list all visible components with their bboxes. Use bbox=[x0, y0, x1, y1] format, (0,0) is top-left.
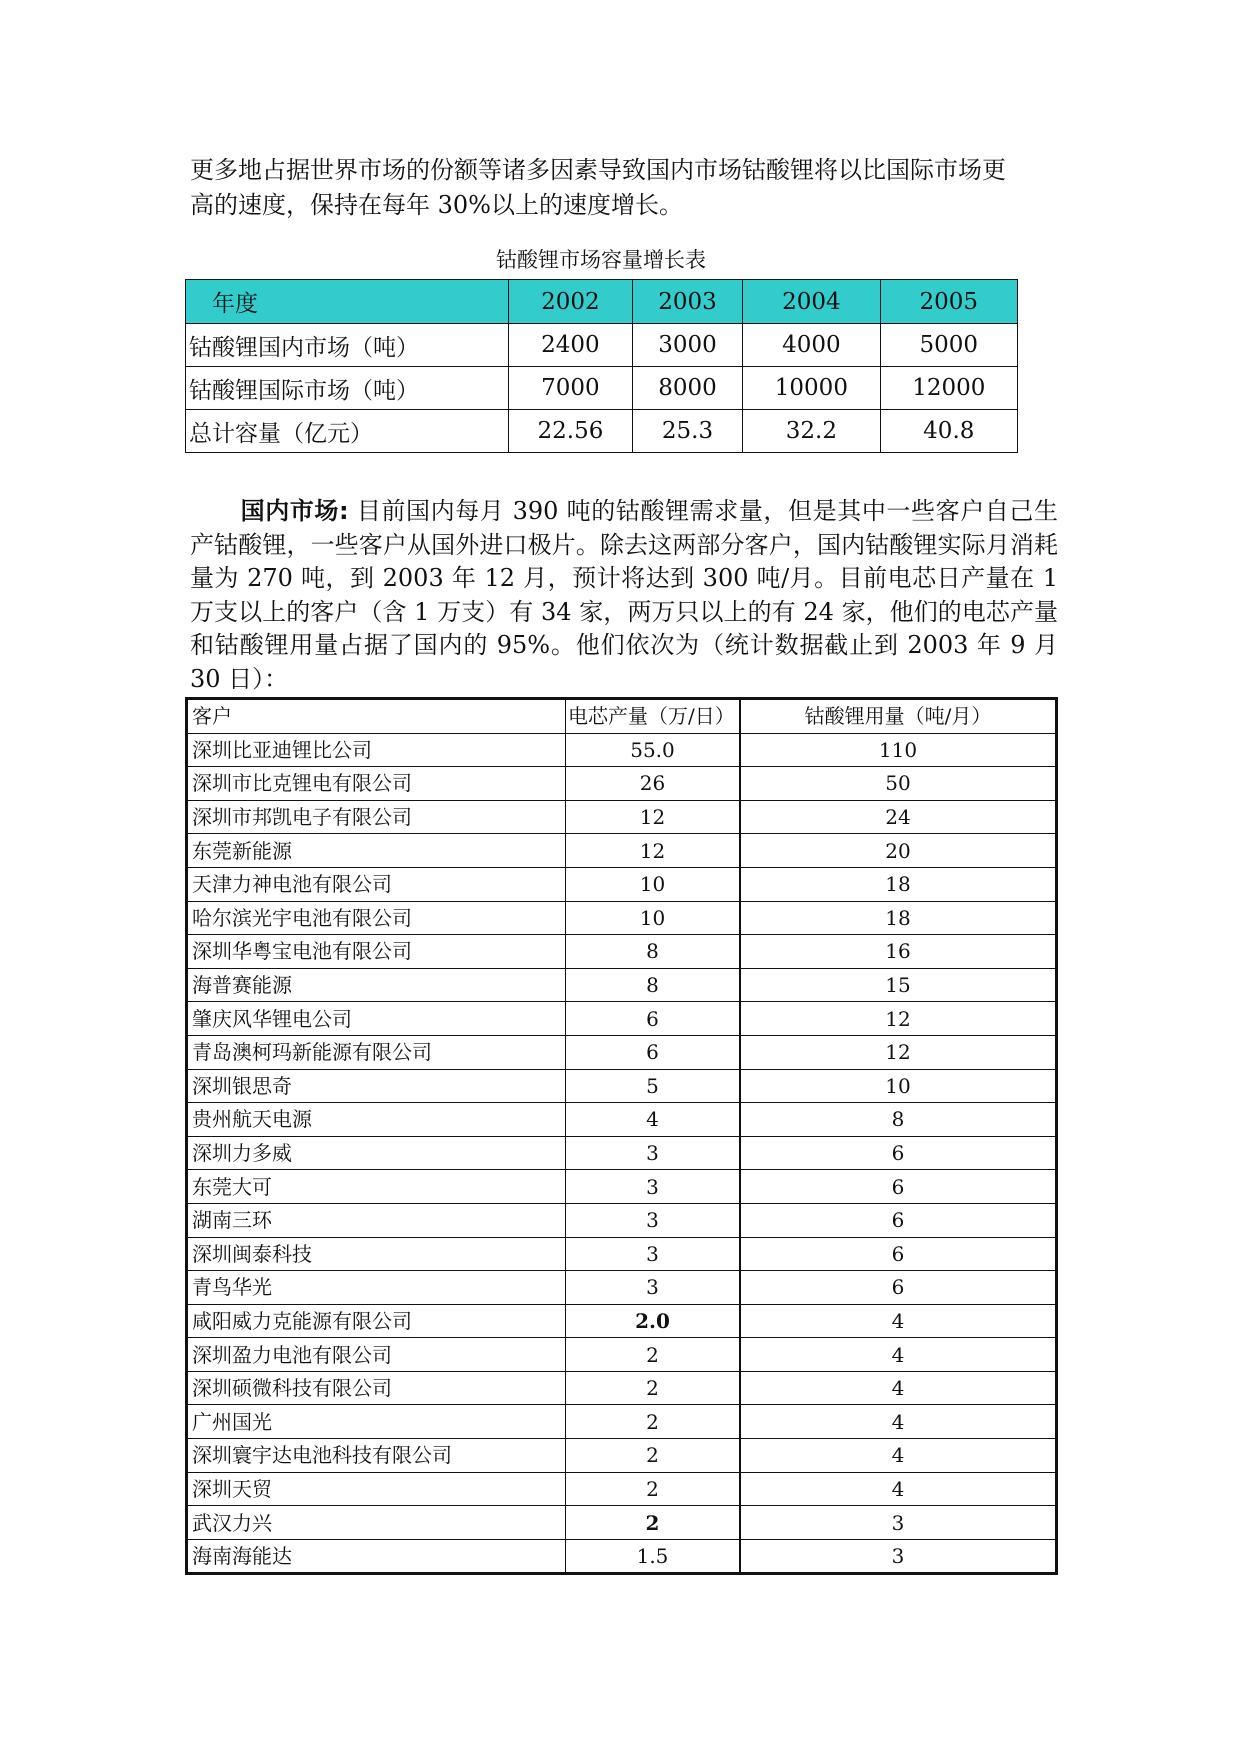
licoo2-usage: 6 bbox=[740, 1136, 1057, 1170]
cell-output: 6 bbox=[566, 1035, 741, 1069]
licoo2-usage: 4 bbox=[740, 1439, 1057, 1473]
licoo2-usage: 18 bbox=[740, 867, 1057, 901]
customer-name: 深圳华粤宝电池有限公司 bbox=[187, 935, 566, 969]
licoo2-usage: 6 bbox=[740, 1203, 1057, 1237]
table-row bbox=[187, 1136, 1057, 1170]
licoo2-usage: 110 bbox=[740, 733, 1057, 767]
table-row bbox=[187, 733, 1057, 767]
customer-name: 东莞新能源 bbox=[187, 834, 566, 868]
customer-name: 深圳闽泰科技 bbox=[187, 1237, 566, 1271]
table-row bbox=[187, 1506, 1057, 1540]
growth-table-caption: 钴酸锂市场容量增长表 bbox=[496, 248, 706, 272]
cell-output: 10 bbox=[566, 867, 741, 901]
table-row bbox=[187, 1203, 1057, 1237]
intro-line-1: 更多地占据世界市场的份额等诸多因素导致国内市场钴酸锂将以比国际市场更 bbox=[190, 156, 1006, 184]
cell: 22.56 bbox=[509, 410, 633, 453]
cell-output: 55.0 bbox=[566, 733, 741, 767]
table-row bbox=[187, 1271, 1057, 1305]
cell: 10000 bbox=[743, 367, 880, 410]
row-label: 钴酸锂国内市场（吨） bbox=[186, 324, 509, 367]
licoo2-usage: 4 bbox=[740, 1472, 1057, 1506]
cell: 5000 bbox=[880, 324, 1017, 367]
cell-output: 3 bbox=[566, 1203, 741, 1237]
table-row bbox=[187, 834, 1057, 868]
table-row bbox=[187, 1371, 1057, 1405]
licoo2-usage: 12 bbox=[740, 1002, 1057, 1036]
header-licoo2-usage: 钴酸锂用量（吨/月） bbox=[740, 699, 1057, 734]
licoo2-usage: 4 bbox=[740, 1338, 1057, 1372]
customer-name: 深圳盈力电池有限公司 bbox=[187, 1338, 566, 1372]
cell-output: 5 bbox=[566, 1069, 741, 1103]
licoo2-usage: 3 bbox=[740, 1539, 1057, 1574]
licoo2-usage: 12 bbox=[740, 1035, 1057, 1069]
cell-output: 2 bbox=[566, 1506, 741, 1540]
cell-output: 3 bbox=[566, 1136, 741, 1170]
header-customer: 客户 bbox=[187, 699, 566, 734]
header-year-2004: 2004 bbox=[743, 280, 880, 324]
cell: 40.8 bbox=[880, 410, 1017, 453]
table-row bbox=[187, 901, 1057, 935]
table-row bbox=[187, 1103, 1057, 1137]
cell-output: 4 bbox=[566, 1103, 741, 1137]
growth-row-domestic bbox=[186, 324, 1018, 367]
cell-output: 8 bbox=[566, 935, 741, 969]
cell: 25.3 bbox=[632, 410, 742, 453]
customer-table bbox=[185, 697, 1058, 1575]
domestic-body: 目前国内每月 390 吨的钴酸锂需求量，但是其中一些客户自己生产钴酸锂，一些客户从国外进口极片。除去这两部分客户，国内钴酸锂实际月消耗量为 270 吨，到 2003 年 12 月，预计将达到 300 吨/月。目前电芯日产量在 1 万支以上的客户（含 1 万支）有 34 家，两万只以上的有 24 家，他们的电芯产量和钴酸锂用量占据了国内的 95%。他们依次为（统计数据截止到 2003 年 9 月 30 日）： bbox=[190, 497, 1058, 693]
customer-name: 海南海能达 bbox=[187, 1539, 566, 1574]
customer-name: 深圳比亚迪锂比公司 bbox=[187, 733, 566, 767]
header-cell-output: 电芯产量（万/日） bbox=[566, 699, 741, 734]
customer-name: 东莞大可 bbox=[187, 1170, 566, 1204]
cell: 7000 bbox=[509, 367, 633, 410]
licoo2-usage: 6 bbox=[740, 1237, 1057, 1271]
table-row bbox=[187, 1405, 1057, 1439]
licoo2-usage: 16 bbox=[740, 935, 1057, 969]
customer-name: 肇庆风华锂电公司 bbox=[187, 1002, 566, 1036]
table-row bbox=[187, 1539, 1057, 1574]
cell: 8000 bbox=[632, 367, 742, 410]
intro-paragraph bbox=[190, 153, 1058, 223]
cell-output: 8 bbox=[566, 968, 741, 1002]
cell-output: 10 bbox=[566, 901, 741, 935]
table-row bbox=[187, 767, 1057, 801]
customer-name: 贵州航天电源 bbox=[187, 1103, 566, 1137]
intro-line-2: 高的速度，保持在每年 30%以上的速度增长。 bbox=[190, 191, 683, 219]
growth-row-international bbox=[186, 367, 1018, 410]
licoo2-usage: 4 bbox=[740, 1304, 1057, 1338]
customer-name: 深圳市比克锂电有限公司 bbox=[187, 767, 566, 801]
licoo2-usage: 24 bbox=[740, 800, 1057, 834]
row-label: 钴酸锂国际市场（吨） bbox=[186, 367, 509, 410]
table-row bbox=[187, 1035, 1057, 1069]
table-row bbox=[187, 1304, 1057, 1338]
licoo2-usage: 8 bbox=[740, 1103, 1057, 1137]
header-year-2005: 2005 bbox=[880, 280, 1017, 324]
growth-table bbox=[185, 279, 1018, 453]
header-year-label: 年度 bbox=[186, 280, 509, 324]
cell-output: 6 bbox=[566, 1002, 741, 1036]
table-row bbox=[187, 1338, 1057, 1372]
domestic-market-paragraph bbox=[190, 495, 1058, 696]
cell-output: 3 bbox=[566, 1170, 741, 1204]
cell: 4000 bbox=[743, 324, 880, 367]
row-label: 总计容量（亿元） bbox=[186, 410, 509, 453]
growth-table-header-row bbox=[186, 280, 1018, 324]
cell: 3000 bbox=[632, 324, 742, 367]
licoo2-usage: 20 bbox=[740, 834, 1057, 868]
licoo2-usage: 4 bbox=[740, 1371, 1057, 1405]
table-row bbox=[187, 1472, 1057, 1506]
customer-name: 天津力神电池有限公司 bbox=[187, 867, 566, 901]
customer-name: 武汉力兴 bbox=[187, 1506, 566, 1540]
table-row bbox=[187, 935, 1057, 969]
table-row bbox=[187, 800, 1057, 834]
cell-output: 2 bbox=[566, 1338, 741, 1372]
customer-table-header-row bbox=[187, 699, 1057, 734]
table-row bbox=[187, 1002, 1057, 1036]
cell-output: 2 bbox=[566, 1472, 741, 1506]
customer-name: 深圳银思奇 bbox=[187, 1069, 566, 1103]
licoo2-usage: 4 bbox=[740, 1405, 1057, 1439]
licoo2-usage: 50 bbox=[740, 767, 1057, 801]
table-row bbox=[187, 1069, 1057, 1103]
cell-output: 3 bbox=[566, 1237, 741, 1271]
table-row bbox=[187, 1439, 1057, 1473]
domestic-lead: 国内市场: bbox=[240, 497, 349, 525]
licoo2-usage: 3 bbox=[740, 1506, 1057, 1540]
customer-name: 青岛澳柯玛新能源有限公司 bbox=[187, 1035, 566, 1069]
table-row bbox=[187, 968, 1057, 1002]
customer-name: 深圳力多威 bbox=[187, 1136, 566, 1170]
licoo2-usage: 15 bbox=[740, 968, 1057, 1002]
customer-name: 深圳天贸 bbox=[187, 1472, 566, 1506]
table-row bbox=[187, 1237, 1057, 1271]
customer-name: 深圳硕微科技有限公司 bbox=[187, 1371, 566, 1405]
table-row bbox=[187, 867, 1057, 901]
cell-output: 2.0 bbox=[566, 1304, 741, 1338]
licoo2-usage: 6 bbox=[740, 1271, 1057, 1305]
customer-name: 咸阳威力克能源有限公司 bbox=[187, 1304, 566, 1338]
customer-name: 青鸟华光 bbox=[187, 1271, 566, 1305]
licoo2-usage: 6 bbox=[740, 1170, 1057, 1204]
cell-output: 12 bbox=[566, 800, 741, 834]
cell-output: 12 bbox=[566, 834, 741, 868]
cell: 32.2 bbox=[743, 410, 880, 453]
cell-output: 26 bbox=[566, 767, 741, 801]
cell: 2400 bbox=[509, 324, 633, 367]
growth-row-total bbox=[186, 410, 1018, 453]
header-year-2002: 2002 bbox=[509, 280, 633, 324]
licoo2-usage: 18 bbox=[740, 901, 1057, 935]
cell-output: 1.5 bbox=[566, 1539, 741, 1574]
table-row bbox=[187, 1170, 1057, 1204]
customer-name: 海普赛能源 bbox=[187, 968, 566, 1002]
licoo2-usage: 10 bbox=[740, 1069, 1057, 1103]
customer-name: 湖南三环 bbox=[187, 1203, 566, 1237]
customer-name: 哈尔滨光宇电池有限公司 bbox=[187, 901, 566, 935]
cell: 12000 bbox=[880, 367, 1017, 410]
cell-output: 3 bbox=[566, 1271, 741, 1305]
cell-output: 2 bbox=[566, 1405, 741, 1439]
customer-name: 广州国光 bbox=[187, 1405, 566, 1439]
customer-name: 深圳寰宇达电池科技有限公司 bbox=[187, 1439, 566, 1473]
header-year-2003: 2003 bbox=[632, 280, 742, 324]
cell-output: 2 bbox=[566, 1439, 741, 1473]
cell-output: 2 bbox=[566, 1371, 741, 1405]
customer-name: 深圳市邦凯电子有限公司 bbox=[187, 800, 566, 834]
